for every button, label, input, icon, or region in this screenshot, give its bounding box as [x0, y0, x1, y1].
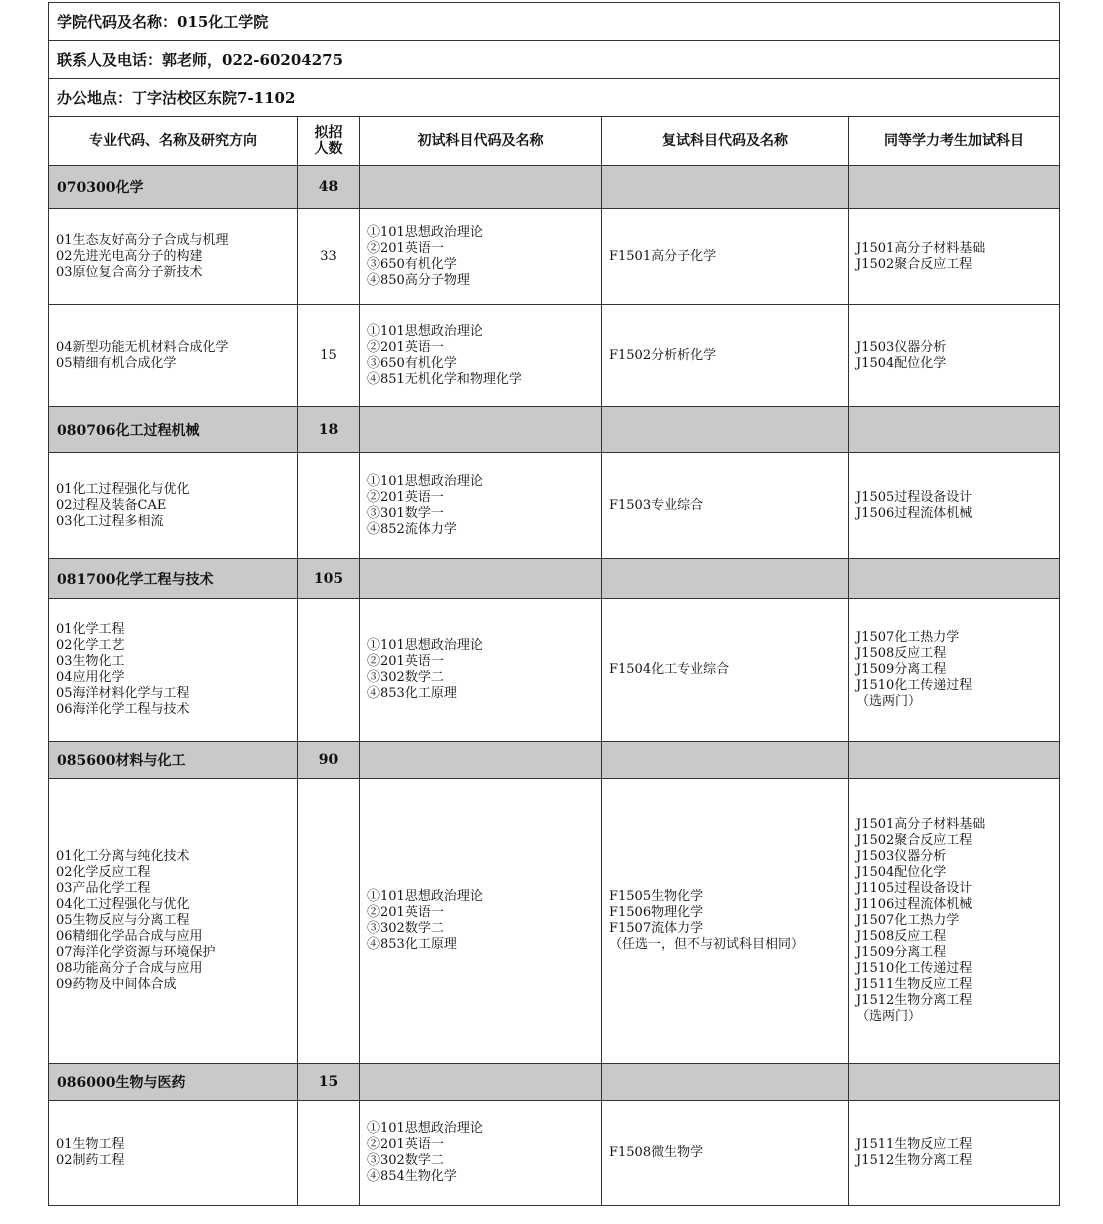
research-directions-line: 02制药工程: [56, 1153, 125, 1168]
direction-quota: 33: [298, 209, 360, 305]
extra-exam-subjects-line: J1501高分子材料基础: [856, 817, 986, 832]
research-directions-line: 02过程及装备CAE: [56, 497, 167, 513]
first-exam-subjects: [360, 599, 602, 742]
direction-quota: [298, 453, 360, 559]
column-header-row: [49, 117, 1060, 166]
extra-exam-subjects: [849, 779, 1060, 1064]
major-quota: 48: [298, 166, 360, 209]
second-exam-subjects: [602, 305, 849, 407]
extra-exam-subjects-line: J1506过程流体机械: [856, 505, 973, 521]
extra-exam-subjects-line: J1502聚合反应工程: [856, 256, 973, 272]
first-exam-subjects: [360, 209, 602, 305]
major-empty-cell: [849, 1064, 1060, 1101]
header-quota-line2: 人数: [314, 141, 343, 157]
research-directions-line: 03生物化工: [56, 654, 125, 669]
extra-exam-subjects-line: J1509分离工程: [856, 945, 947, 960]
extra-exam-subjects-line: J1501高分子材料基础: [856, 240, 986, 256]
extra-exam-subjects-line: J1505过程设备设计: [856, 489, 973, 505]
major-row: [49, 407, 1060, 453]
second-exam-subjects: [602, 779, 849, 1064]
second-exam-subjects: [602, 453, 849, 559]
first-exam-subjects-line: ④853化工原理: [367, 937, 457, 952]
direction-row: [49, 305, 1060, 407]
extra-exam-subjects-line: J1510化工传递过程: [856, 678, 973, 693]
first-exam-subjects-line: ③302数学二: [367, 1153, 444, 1168]
office-location: 办公地点：丁字沽校区东院7-1102: [49, 79, 1060, 117]
first-exam-subjects-line: ④851无机化学和物理化学: [367, 371, 522, 387]
research-directions-line: 01化工过程强化与优化: [56, 481, 190, 497]
extra-exam-subjects-line: J1507化工热力学: [856, 913, 960, 928]
research-directions-line: 05海洋材料化学与工程: [56, 686, 190, 701]
major-empty-cell: [360, 1064, 602, 1101]
research-directions-line: 01化工分离与纯化技术: [56, 849, 190, 864]
second-exam-subjects-line: F1501高分子化学: [609, 248, 717, 264]
direction-row: [49, 209, 1060, 305]
research-directions: [49, 305, 298, 407]
research-directions-line: 01生物工程: [56, 1137, 125, 1152]
first-exam-subjects-line: ③650有机化学: [367, 256, 457, 272]
extra-exam-subjects-line: J1508反应工程: [856, 646, 947, 661]
first-exam-subjects-line: ②201英语一: [367, 654, 444, 669]
first-exam-subjects-line: ②201英语一: [367, 489, 444, 505]
extra-exam-subjects: [849, 1101, 1060, 1206]
header-extra-exam: 同等学力考生加试科目: [849, 117, 1060, 166]
second-exam-subjects-line: F1504化工专业综合: [609, 662, 730, 677]
direction-quota: [298, 1101, 360, 1206]
major-empty-cell: [360, 407, 602, 453]
research-directions-line: 03化工过程多相流: [56, 513, 164, 529]
extra-exam-subjects-line: J1511生物反应工程: [856, 1137, 973, 1152]
header-second-exam: 复试科目代码及名称: [602, 117, 849, 166]
major-empty-cell: [602, 742, 849, 779]
research-directions-line: 01化学工程: [56, 622, 125, 637]
extra-exam-subjects-line: （选两门）: [856, 694, 922, 709]
first-exam-subjects-line: ②201英语一: [367, 905, 444, 920]
second-exam-subjects-line: F1503专业综合: [609, 497, 704, 513]
first-exam-subjects-line: ③301数学一: [367, 505, 444, 521]
extra-exam-subjects-line: J1504配位化学: [856, 355, 947, 371]
extra-exam-subjects-line: J1503仪器分析: [856, 849, 947, 864]
first-exam-subjects-line: ④853化工原理: [367, 686, 457, 701]
extra-exam-subjects: [849, 453, 1060, 559]
second-exam-subjects-line: F1502分析析化学: [609, 347, 717, 363]
major-row: [49, 166, 1060, 209]
major-quota: 18: [298, 407, 360, 453]
major-name: 080706化工过程机械: [49, 407, 298, 453]
first-exam-subjects-line: ②201英语一: [367, 339, 444, 355]
research-directions-line: 01生态友好高分子合成与机理: [56, 232, 229, 248]
extra-exam-subjects-line: J1511生物反应工程: [856, 977, 973, 992]
major-empty-cell: [849, 166, 1060, 209]
major-name: 081700化学工程与技术: [49, 559, 298, 599]
research-directions-line: 06精细化学品合成与应用: [56, 929, 203, 944]
contact-info: 联系人及电话：郭老师，022-60204275: [49, 41, 1060, 79]
research-directions-line: 04新型功能无机材料合成化学: [56, 339, 229, 355]
major-empty-cell: [849, 742, 1060, 779]
first-exam-subjects: [360, 1101, 602, 1206]
second-exam-subjects: [602, 599, 849, 742]
research-directions-line: 05生物反应与分离工程: [56, 913, 190, 928]
major-empty-cell: [360, 166, 602, 209]
extra-exam-subjects-line: J1504配位化学: [856, 865, 947, 880]
header-quota-line1: 拟招: [314, 125, 343, 141]
extra-exam-subjects-line: （选两门）: [856, 1009, 922, 1024]
major-empty-cell: [602, 407, 849, 453]
research-directions-line: 03产品化学工程: [56, 881, 151, 896]
office-row: [49, 79, 1060, 117]
contact-row: [49, 41, 1060, 79]
major-empty-cell: [602, 166, 849, 209]
extra-exam-subjects-line: J1105过程设备设计: [856, 881, 973, 896]
major-name: 085600材料与化工: [49, 742, 298, 779]
first-exam-subjects: [360, 453, 602, 559]
first-exam-subjects-line: ①101思想政治理论: [367, 473, 483, 489]
direction-row: [49, 453, 1060, 559]
major-empty-cell: [602, 559, 849, 599]
first-exam-subjects-line: ③302数学二: [367, 921, 444, 936]
research-directions: [49, 453, 298, 559]
header-major: 专业代码、名称及研究方向: [49, 117, 298, 166]
direction-quota: [298, 599, 360, 742]
extra-exam-subjects-line: J1510化工传递过程: [856, 961, 973, 976]
first-exam-subjects-line: ①101思想政治理论: [367, 1121, 483, 1136]
first-exam-subjects-line: ④854生物化学: [367, 1169, 457, 1184]
second-exam-subjects-line: F1507流体力学: [609, 921, 704, 936]
extra-exam-subjects-line: J1507化工热力学: [856, 630, 960, 645]
major-row: [49, 742, 1060, 779]
first-exam-subjects-line: ①101思想政治理论: [367, 323, 483, 339]
first-exam-subjects: [360, 305, 602, 407]
research-directions-line: 02先进光电高分子的构建: [56, 248, 203, 264]
extra-exam-subjects-line: J1502聚合反应工程: [856, 833, 973, 848]
first-exam-subjects-line: ③650有机化学: [367, 355, 457, 371]
header-first-exam: 初试科目代码及名称: [360, 117, 602, 166]
major-quota: 90: [298, 742, 360, 779]
admissions-table: [48, 2, 1060, 1206]
extra-exam-subjects-line: J1509分离工程: [856, 662, 947, 677]
research-directions-line: 04应用化学: [56, 670, 125, 685]
major-empty-cell: [360, 559, 602, 599]
first-exam-subjects: [360, 779, 602, 1064]
research-directions-line: 02化学工艺: [56, 638, 125, 653]
research-directions-line: 05精细有机合成化学: [56, 355, 177, 371]
second-exam-subjects-line: （任选一，但不与初试科目相同）: [609, 937, 805, 952]
research-directions: [49, 779, 298, 1064]
first-exam-subjects-line: ②201英语一: [367, 240, 444, 256]
major-row: [49, 559, 1060, 599]
second-exam-subjects: [602, 209, 849, 305]
extra-exam-subjects-line: J1106过程流体机械: [856, 897, 973, 912]
extra-exam-subjects-line: J1508反应工程: [856, 929, 947, 944]
first-exam-subjects-line: ①101思想政治理论: [367, 889, 483, 904]
first-exam-subjects-line: ④852流体力学: [367, 521, 457, 537]
research-directions-line: 08功能高分子合成与应用: [56, 961, 203, 976]
first-exam-subjects-line: ①101思想政治理论: [367, 638, 483, 653]
research-directions-line: 03原位复合高分子新技术: [56, 264, 203, 280]
second-exam-subjects-line: F1506物理化学: [609, 905, 704, 920]
extra-exam-subjects-line: J1512生物分离工程: [856, 1153, 973, 1168]
extra-exam-subjects: [849, 305, 1060, 407]
major-row: [49, 1064, 1060, 1101]
research-directions-line: 09药物及中间体合成: [56, 977, 177, 992]
direction-row: [49, 779, 1060, 1064]
first-exam-subjects-line: ③302数学二: [367, 670, 444, 685]
major-empty-cell: [849, 559, 1060, 599]
research-directions-line: 04化工过程强化与优化: [56, 897, 190, 912]
direction-row: [49, 599, 1060, 742]
direction-quota: 15: [298, 305, 360, 407]
second-exam-subjects: [602, 1101, 849, 1206]
major-quota: 15: [298, 1064, 360, 1101]
college-row: [49, 3, 1060, 41]
research-directions-line: 02化学反应工程: [56, 865, 151, 880]
first-exam-subjects-line: ②201英语一: [367, 1137, 444, 1152]
direction-row: [49, 1101, 1060, 1206]
research-directions: [49, 1101, 298, 1206]
second-exam-subjects-line: F1508微生物学: [609, 1145, 704, 1160]
major-empty-cell: [849, 407, 1060, 453]
extra-exam-subjects: [849, 599, 1060, 742]
major-name: 086000生物与医药: [49, 1064, 298, 1101]
first-exam-subjects-line: ①101思想政治理论: [367, 224, 483, 240]
admissions-table-container: [48, 2, 1059, 1206]
major-empty-cell: [360, 742, 602, 779]
research-directions: [49, 599, 298, 742]
major-quota: 105: [298, 559, 360, 599]
direction-quota: [298, 779, 360, 1064]
extra-exam-subjects-line: J1512生物分离工程: [856, 993, 973, 1008]
second-exam-subjects-line: F1505生物化学: [609, 889, 704, 904]
extra-exam-subjects: [849, 209, 1060, 305]
research-directions: [49, 209, 298, 305]
first-exam-subjects-line: ④850高分子物理: [367, 272, 470, 288]
research-directions-line: 07海洋化学资源与环境保护: [56, 945, 216, 960]
research-directions-line: 06海洋化学工程与技术: [56, 702, 190, 717]
header-quota: [298, 117, 360, 166]
college-name: 学院代码及名称：015化工学院: [49, 3, 1060, 41]
extra-exam-subjects-line: J1503仪器分析: [856, 339, 947, 355]
major-name: 070300化学: [49, 166, 298, 209]
major-empty-cell: [602, 1064, 849, 1101]
